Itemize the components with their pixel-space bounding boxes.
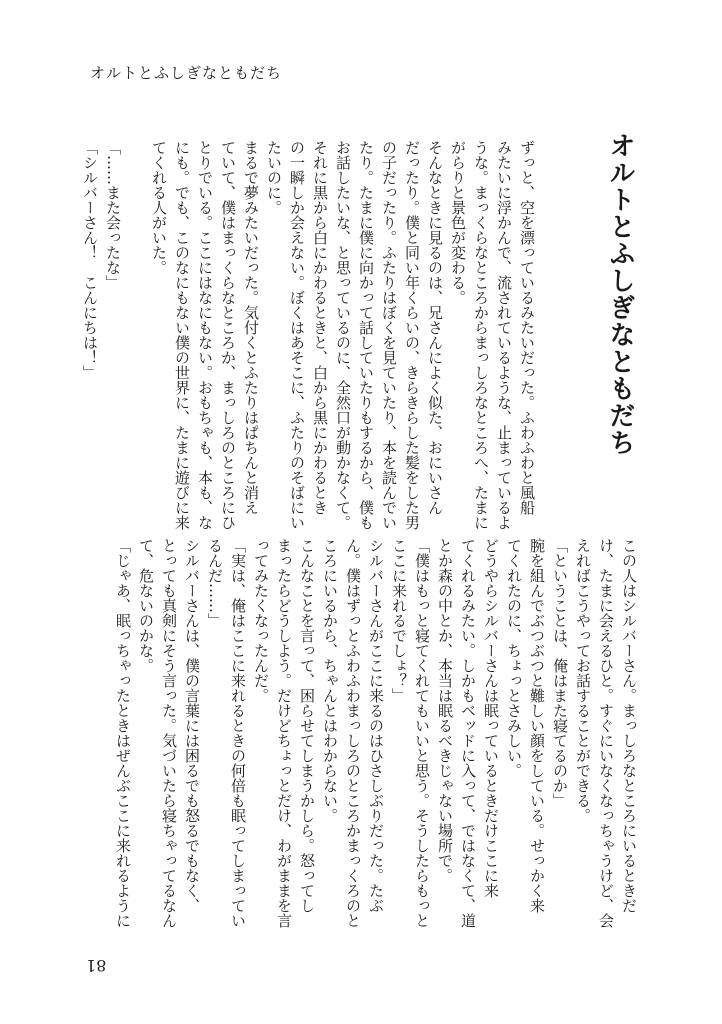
- text-block-top: [81, 140, 538, 530]
- text-line: そんなときに見るのは、兄さんによく似た、おにいさん: [426, 140, 444, 515]
- running-head: オルトとふしぎなともだち: [90, 64, 283, 82]
- text-line: それに黒から白にかわるときと、白から黒にかわるとき: [311, 140, 329, 515]
- text-line: ていて、僕はまっくらなところか、まっしろのところにひ: [219, 140, 237, 530]
- text-line: ってみたくなったんだ。: [252, 538, 270, 703]
- dialogue-line: 「じゃあ、眠っちゃったときはぜんぶここに来れるように: [114, 538, 132, 928]
- dialogue-line: ここに来れるでしょ？」: [390, 538, 408, 703]
- text-line: とか森の中とか、本当は眠るべきじゃない場所で。: [436, 538, 454, 883]
- text-line: どうやらシルバーさんは眠っているときだけここに来: [482, 538, 500, 898]
- text-line: ころにいるから、ちゃんとはわからない。: [321, 538, 339, 823]
- text-line: の一瞬しか会えない。ぼくはあそこに、ふたりのそばにい: [288, 140, 306, 530]
- text-line: みたいに浮かんで、流されているような、止まっているよ: [495, 140, 513, 530]
- text-line: この人はシルバーさん。まっしろなところにいるときだ: [620, 538, 638, 913]
- text-line: がらりと景色が変わる。: [449, 140, 467, 305]
- story-title: オルトとふしぎなともだち: [605, 132, 635, 456]
- text-line: 腕を組んでぶつぶつと難しい顔をしている。せっかく来: [528, 538, 546, 913]
- dialogue-line: 「ということは、俺はまた寝てるのか」: [551, 538, 569, 808]
- blank-line: [124, 140, 147, 520]
- text-line: とっても真剣にそう言った。気づいたら寝ちゃってるなん: [160, 538, 178, 928]
- text-line: うな。まっくらなところからまっしろなところへ、たまに: [472, 140, 490, 530]
- text-line: てくれる人がいた。: [150, 140, 168, 275]
- text-line: まるで夢みたいだった。気付くとふたりはぱちんと消え: [242, 140, 260, 515]
- text-block-bottom: [110, 538, 640, 953]
- text-line: まったらどうしよう。だけどちょっとだけ、わがままを言: [275, 538, 293, 928]
- text-line: えればこうやってお話することができる。: [574, 538, 592, 823]
- text-line: にも。でも、このなにもない僕の世界に、たまに遊びに来: [173, 140, 191, 530]
- dialogue-line: 「実は、俺はここに来れるときの何倍も眠ってしまってい: [229, 538, 247, 928]
- dialogue-line: 「シルバーさん！ こんにちは！」: [81, 140, 99, 380]
- text-line: け、たまに会えるひと。すぐにいなくなっちゃうけど、会: [597, 538, 615, 928]
- text-line: だったり。僕と同い年くらいの、きらきらした髪をした男: [403, 140, 421, 530]
- text-line: てくれるみたい。しかもベッドに入って、ではなくて、道: [459, 538, 477, 928]
- text-line: てくれたのに、ちょっとさみしい。: [505, 538, 523, 778]
- text-line: の子だったり。ふたりはぼくを見ていたり、本を読んでい: [380, 140, 398, 530]
- text-line: シルバーさんがここに来るのはひさしぶりだった。たぶ: [367, 538, 385, 913]
- dialogue-line: 「……また会ったな」: [104, 140, 122, 290]
- text-line: こんなことを言って、困らせてしまうかしら。怒ってし: [298, 538, 316, 913]
- text-line: ん。僕はずっとふわふわまっしろのところかまっくろのと: [344, 538, 362, 928]
- text-line: たいのに。: [265, 140, 283, 215]
- text-line: シルバーさんは、僕の言葉には困るでも怒るでもなく、: [183, 538, 201, 913]
- text-line: お話したいな、と思っているのに、全然口が動かなくて。: [334, 140, 352, 530]
- text-line: て、危ないのかな。: [137, 538, 155, 673]
- text-line: たり。たまに僕に向かって話していたりもするから、僕も: [357, 140, 375, 530]
- text-line: とりでいる。ここにはなにもない。おもちゃも、本も、な: [196, 140, 214, 530]
- text-line: ずっと、空を漂っているみたいだった。ふわふわと風船: [518, 140, 536, 515]
- dialogue-line: るんだ……」: [206, 538, 224, 628]
- page-number: 81: [86, 956, 107, 975]
- dialogue-line: 「僕はもっと寝てくれてもいいと思う。そうしたらもっと: [413, 538, 431, 928]
